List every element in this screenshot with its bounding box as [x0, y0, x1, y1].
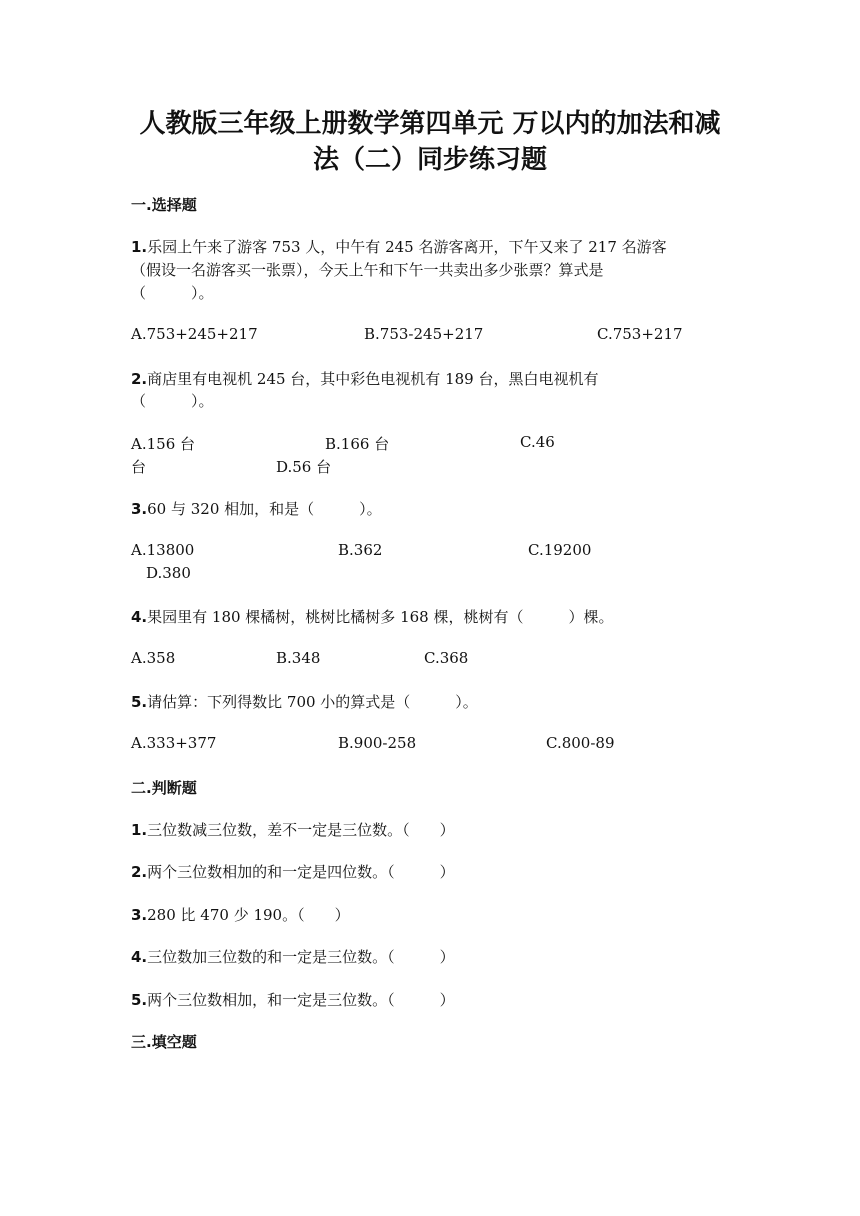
question-number: 2. — [131, 863, 148, 881]
choice-2-option-d: D.56 台 — [276, 458, 332, 476]
question-number: 2. — [131, 370, 148, 388]
question-text: 三位数加三位数的和一定是三位数。（ ） — [147, 948, 455, 966]
choice-1-option-a: A.753+245+217 — [131, 325, 258, 343]
question-number: 4. — [131, 948, 148, 966]
question-number: 5. — [131, 693, 148, 711]
choice-question-1-line-2: （假设一名游客买一张票），今天上午和下午一共卖出多少张票？算式是 — [131, 261, 604, 279]
question-number: 1. — [131, 238, 148, 256]
question-number: 3. — [131, 500, 148, 518]
choice-4-option-b: B.348 — [276, 649, 321, 667]
choice-1-option-b: B.753-245+217 — [364, 325, 484, 343]
choice-4-option-c: C.368 — [424, 649, 469, 667]
section-heading-choice: 一.选择题 — [131, 196, 197, 214]
choice-question-4 — [131, 606, 613, 627]
choice-5-option-b: B.900-258 — [338, 734, 417, 752]
choice-2-option-c: C.46 — [520, 433, 555, 451]
question-text: 请估算：下列得数比 700 小的算式是（ ）。 — [147, 693, 478, 711]
choice-question-2-line-1 — [131, 368, 598, 389]
question-text: 280 比 470 少 190。（ ） — [147, 906, 350, 924]
judge-question-1 — [131, 819, 455, 840]
question-text: 60 与 320 相加，和是（ ）。 — [147, 500, 382, 518]
choice-question-1-line-1 — [131, 236, 667, 257]
question-number: 1. — [131, 821, 148, 839]
question-number: 3. — [131, 906, 148, 924]
section-heading-fill: 三.填空题 — [131, 1033, 197, 1051]
judge-question-5 — [131, 989, 455, 1010]
choice-question-1-line-3: （ ）。 — [131, 284, 214, 302]
section-heading-judge: 二.判断题 — [131, 779, 197, 797]
question-number: 4. — [131, 608, 148, 626]
choice-question-3 — [131, 498, 382, 519]
question-text: 商店里有电视机 245 台，其中彩色电视机有 189 台，黑白电视机有 — [147, 370, 599, 388]
choice-3-option-a: A.13800 — [131, 541, 195, 559]
judge-question-2 — [131, 861, 455, 882]
page-title-line-2: 法（二）同步练习题 — [312, 145, 547, 175]
choice-question-5 — [131, 691, 478, 712]
choice-2-option-a: A.156 台 — [131, 435, 195, 453]
question-text: 乐园上午来了游客 753 人，中午有 245 名游客离开，下午又来了 217 名游客 — [147, 238, 667, 256]
choice-4-option-a: A.358 — [131, 649, 176, 667]
judge-question-4 — [131, 946, 455, 967]
choice-1-option-c: C.753+217 — [597, 325, 683, 343]
question-text: 两个三位数相加的和一定是四位数。（ ） — [147, 863, 455, 881]
question-text: 三位数减三位数，差不一定是三位数。（ ） — [147, 821, 455, 839]
question-text: 两个三位数相加，和一定是三位数。（ ） — [147, 991, 455, 1009]
choice-3-option-d: D.380 — [146, 564, 191, 582]
choice-5-option-c: C.800-89 — [546, 734, 615, 752]
question-number: 5. — [131, 991, 148, 1009]
choice-question-2-line-2: （ ）。 — [131, 392, 214, 410]
choice-3-option-b: B.362 — [338, 541, 383, 559]
choice-5-option-a: A.333+377 — [131, 734, 217, 752]
choice-2-option-b: B.166 台 — [325, 435, 390, 453]
question-text: 果园里有 180 棵橘树，桃树比橘树多 168 棵，桃树有（ ）棵。 — [147, 608, 614, 626]
choice-2-option-c-unit: 台 — [131, 458, 147, 476]
judge-question-3 — [131, 904, 350, 925]
page-title-line-1: 人教版三年级上册数学第四单元 万以内的加法和减 — [139, 109, 721, 139]
choice-3-option-c: C.19200 — [528, 541, 592, 559]
